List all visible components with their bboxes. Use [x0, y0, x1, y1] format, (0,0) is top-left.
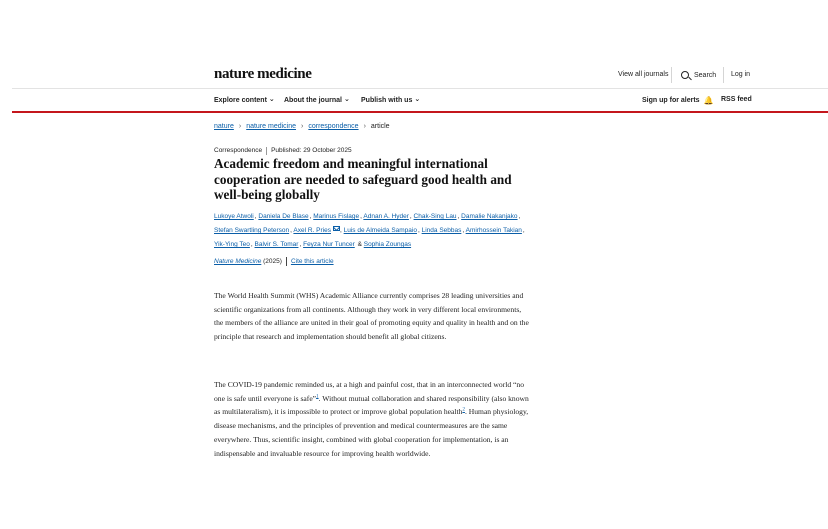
- body-paragraph-1: The World Health Summit (WHS) Academic Alliance currently comprises 28 leading universities and scientific organizations from all continents. Although they work in very different local environments, the members of the alliance are united in their goal of promoting equity and quality in health and on the principle that research and implementation should benefit all global citizens.: [214, 291, 529, 342]
- breadcrumb-separator: ›: [238, 123, 242, 130]
- bell-icon: 🔔: [703, 96, 714, 105]
- header-red-rule: [12, 111, 828, 113]
- breadcrumb-current: article: [370, 123, 390, 130]
- journal-citation: [214, 257, 334, 266]
- reference-link-1[interactable]: 1: [316, 394, 319, 400]
- author-link[interactable]: Lukoye Atwoli: [214, 213, 254, 220]
- author-link[interactable]: Yik-Ying Teo: [214, 241, 250, 248]
- journal-info: [214, 258, 282, 265]
- author-link[interactable]: Chak-Sing Lau: [413, 213, 457, 220]
- author-link[interactable]: Feyza Nur Tuncer: [303, 241, 355, 248]
- login-link[interactable]: Log in: [731, 71, 751, 78]
- chevron-down-icon: ⌄: [268, 96, 275, 103]
- paragraph-text: The COVID-19 pandemic reminded us, at a high and painful cost, that in an interconnected world “no one is safe until everyone is safe”: [214, 380, 524, 403]
- published-date: Published: 29 October 2025: [271, 147, 352, 154]
- email-icon[interactable]: [333, 226, 340, 231]
- paragraph-text: . Human physiology, disease mechanisms, and the principles of prevention and medical countermeasures are the same everywhere. Thus, scientific insight, combined with global cooperation for implementation, is an indispensable and invaluable resource for improving health worldwide.: [214, 407, 529, 458]
- author-link[interactable]: Adnan A. Hyder: [363, 213, 409, 220]
- article-title: Academic freedom and meaningful international cooperation are needed to safeguard good health and well-being globally: [214, 156, 512, 202]
- journal-year: (2025): [263, 258, 282, 265]
- breadcrumb-separator: ›: [301, 123, 304, 130]
- reference-link-2[interactable]: 2: [462, 407, 465, 413]
- author-link[interactable]: Damalie Nakanjako: [461, 213, 518, 220]
- author-link[interactable]: Sophia Zoungas: [363, 241, 412, 248]
- breadcrumb-separator: ›: [363, 123, 366, 130]
- author-link[interactable]: Amirhossein Takian: [465, 227, 522, 234]
- site-header: [0, 0, 828, 114]
- nav-label: Explore content: [214, 96, 267, 104]
- chevron-down-icon: ⌄: [414, 96, 421, 103]
- rss-feed-link[interactable]: RSS feed: [721, 96, 752, 103]
- article-type: Correspondence: [214, 147, 263, 154]
- view-all-journals-link[interactable]: View all journals: [618, 71, 669, 78]
- alerts-label: Sign up for alerts: [642, 97, 700, 104]
- breadcrumb-correspondence[interactable]: correspondence: [308, 123, 359, 130]
- search-icon: [681, 71, 689, 79]
- nav-explore-content[interactable]: [214, 96, 275, 104]
- journal-logo[interactable]: nature medicine: [214, 66, 312, 82]
- author-link[interactable]: Balvir S. Tomar: [254, 241, 299, 248]
- author-link[interactable]: Marinus Fislage: [313, 213, 360, 220]
- util-separator: [723, 67, 724, 83]
- nav-label: About the journal: [284, 96, 342, 104]
- header-divider: [12, 88, 828, 89]
- body-paragraph-2: [214, 378, 532, 460]
- nav-label: Publish with us: [361, 96, 413, 104]
- and-text: &: [357, 241, 362, 248]
- author-list: Lukoye Atwoli, Daniela De Blase, Marinus Fislage, Adnan A. Hyder, Chak-Sing Lau, Damalie Nakanjako, Stefan Swartling Peterson, Axel R. Pries , Luis de Almeida Sampaio, Linda Sebbas, Amirhossein Takian, Yik-Ying Teo, Balvir S. Tomar, Feyza Nur Tuncer & Sophia Zoungas: [214, 213, 525, 248]
- breadcrumb: [214, 123, 390, 130]
- cite-article-link[interactable]: Cite this article: [290, 258, 334, 265]
- meta-separator: [266, 147, 267, 155]
- search-label: Search: [694, 71, 717, 79]
- signup-alerts-button[interactable]: [642, 96, 714, 105]
- search-button[interactable]: [681, 71, 716, 79]
- citation-separator: [286, 257, 287, 266]
- nav-publish-with-us[interactable]: [361, 96, 420, 104]
- author-link[interactable]: Daniela De Blase: [258, 213, 309, 220]
- author-link[interactable]: Luis de Almeida Sampaio: [343, 227, 417, 234]
- util-separator: [671, 67, 672, 83]
- author-link[interactable]: Linda Sebbas: [421, 227, 462, 234]
- breadcrumb-nature[interactable]: nature: [214, 123, 234, 130]
- nav-about-journal[interactable]: [284, 96, 350, 104]
- chevron-down-icon: ⌄: [343, 96, 350, 103]
- article-meta: [214, 147, 352, 155]
- author-link[interactable]: Stefan Swartling Peterson: [214, 227, 290, 234]
- author-link[interactable]: Axel R. Pries: [293, 227, 331, 234]
- paragraph-text: . Without mutual collaboration and shared responsibility (also known as multilateralism), it is impossible to protect or improve global population health: [214, 393, 529, 417]
- journal-name-link[interactable]: Nature Medicine: [214, 258, 262, 265]
- breadcrumb-nature-medicine[interactable]: nature medicine: [246, 123, 297, 130]
